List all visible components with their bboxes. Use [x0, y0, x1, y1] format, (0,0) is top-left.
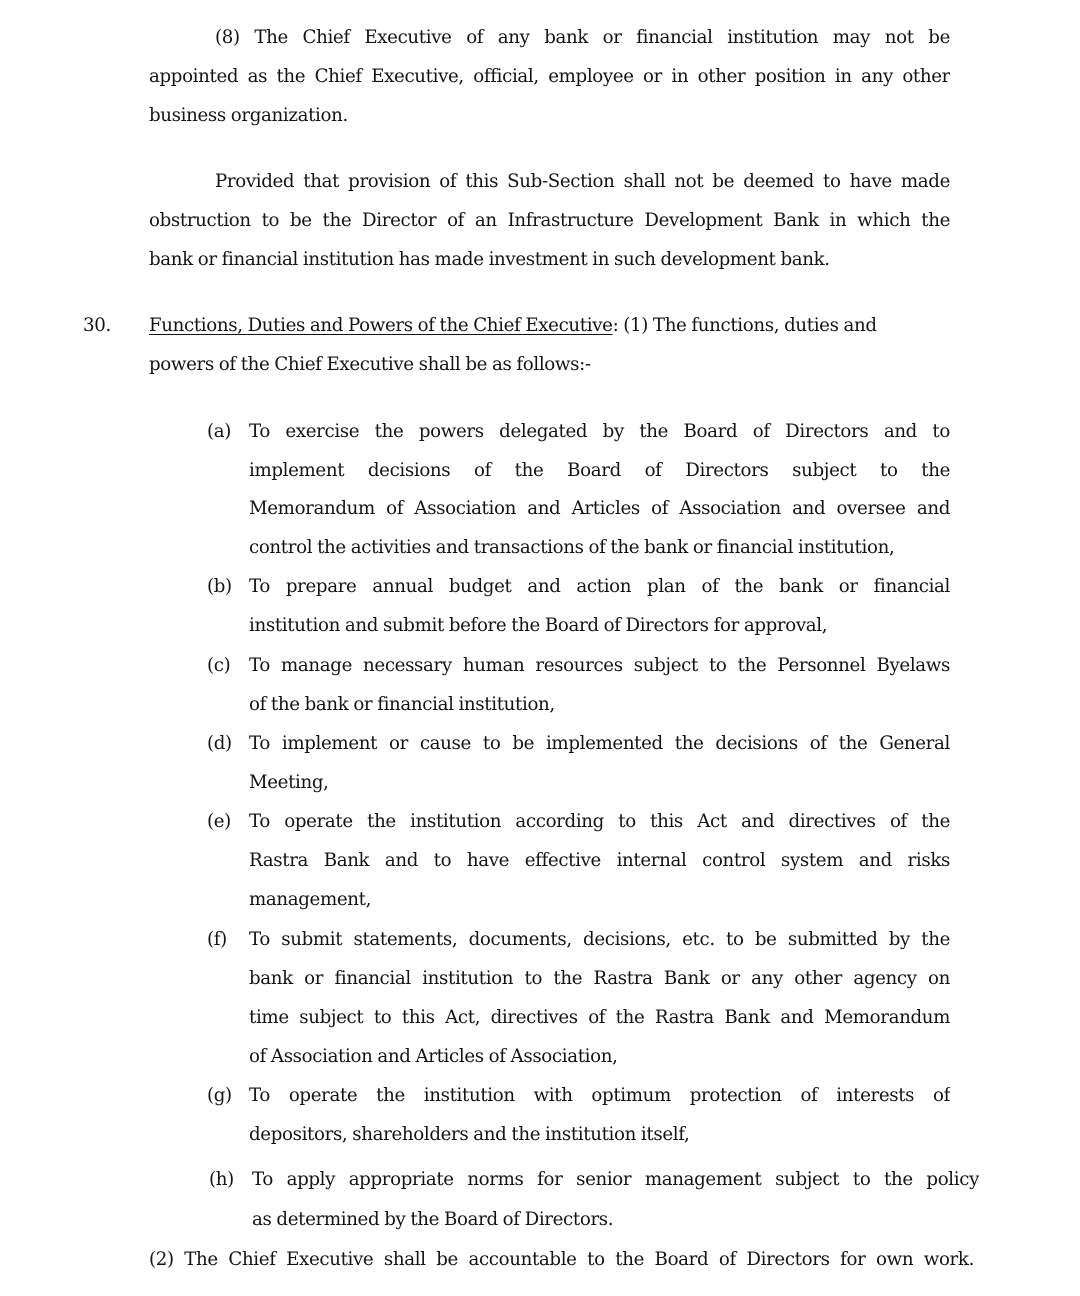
clause-label: (a)	[207, 421, 231, 442]
proviso-line-2: obstruction to be the Director of an Infrastructure Development Bank in which the	[149, 210, 950, 231]
clause-label: (g)	[207, 1085, 232, 1106]
sub-section-8-line-2: appointed as the Chief Executive, official, employee or in other position in any other	[149, 66, 950, 87]
clause-line: To submit statements, documents, decisions, etc. to be submitted by the	[249, 929, 950, 950]
sub-section-8-line-3: business organization.	[149, 105, 348, 126]
clause-label: (f)	[207, 929, 227, 950]
clause-line: time subject to this Act, directives of the Rastra Bank and Memorandum	[249, 1007, 950, 1028]
clause-line: implement decisions of the Board of Directors subject to the	[249, 460, 950, 481]
clause-line: depositors, shareholders and the institution itself,	[249, 1124, 690, 1145]
clause-line: control the activities and transactions of the bank or financial institution,	[249, 537, 895, 558]
clause-line: bank or financial institution to the Rastra Bank or any other agency on	[249, 968, 950, 989]
clause-line: To operate the institution according to this Act and directives of the	[249, 811, 950, 832]
clause-line: To implement or cause to be implemented the decisions of the General	[249, 733, 950, 754]
section-heading: Functions, Duties and Powers of the Chief Executive	[149, 315, 613, 336]
clause-label: (b)	[207, 576, 232, 597]
clause-line: To operate the institution with optimum protection of interests of	[249, 1085, 950, 1106]
clause-line: To manage necessary human resources subject to the Personnel Byelaws	[249, 655, 950, 676]
clause-line: To prepare annual budget and action plan of the bank or financial	[249, 576, 950, 597]
clause-line: institution and submit before the Board of Directors for approval,	[249, 615, 828, 636]
clause-line: management,	[249, 889, 372, 910]
proviso-line-1: Provided that provision of this Sub-Section shall not be deemed to have made	[215, 171, 950, 192]
section-intro-line-2: powers of the Chief Executive shall be as follows:-	[149, 354, 591, 375]
clause-line: of Association and Articles of Association,	[249, 1046, 618, 1067]
section-heading-suffix: : (1) The functions, duties and	[612, 315, 877, 336]
clause-line: To exercise the powers delegated by the Board of Directors and to	[249, 421, 950, 442]
clause-label: (h)	[209, 1169, 234, 1190]
clause-line: of the bank or financial institution,	[249, 694, 555, 715]
clause-line: Meeting,	[249, 772, 329, 793]
clause-line: as determined by the Board of Directors.	[252, 1209, 614, 1230]
clause-line: Memorandum of Association and Articles of Association and oversee and	[249, 498, 950, 519]
clause-line: To apply appropriate norms for senior management subject to the policy	[252, 1169, 979, 1190]
section-heading-line	[149, 314, 950, 338]
sub-section-8-line-1: (8) The Chief Executive of any bank or financial institution may not be	[215, 27, 950, 48]
section-number: 30.	[83, 315, 111, 336]
clause-label: (e)	[207, 811, 231, 832]
sub-section-2: (2) The Chief Executive shall be accountable to the Board of Directors for own work.	[149, 1249, 974, 1270]
clause-label: (c)	[207, 655, 231, 676]
clause-label: (d)	[207, 733, 232, 754]
clause-line: Rastra Bank and to have effective internal control system and risks	[249, 850, 950, 871]
proviso-line-3: bank or financial institution has made investment in such development bank.	[149, 249, 830, 270]
